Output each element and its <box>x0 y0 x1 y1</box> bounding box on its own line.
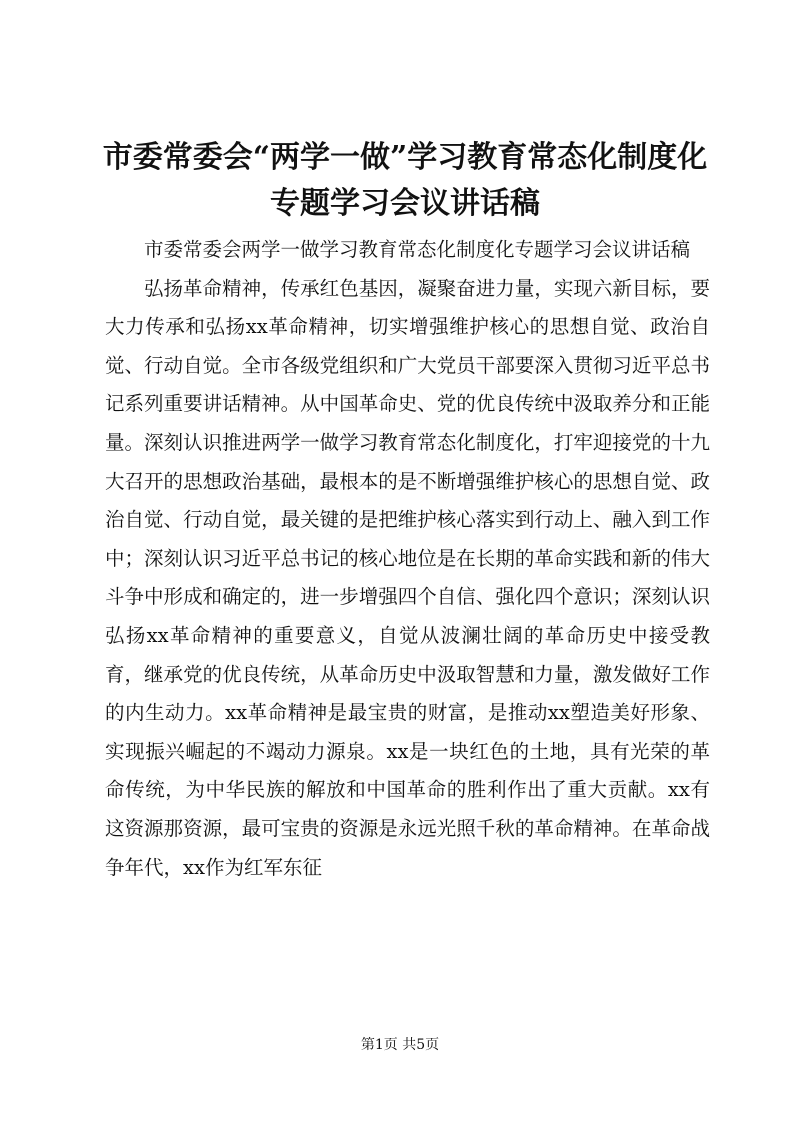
document-body <box>105 231 710 887</box>
paragraph-subtitle: 市委常委会两学一做学习教育常态化制度化专题学习会议讲话稿 <box>144 238 691 261</box>
page-indicator: 第1页 共5页 <box>360 1037 440 1053</box>
document-title: 市委常委会“两学一做”学习教育常态化制度化专题学习会议讲话稿 <box>102 140 708 221</box>
paragraph-main: 弘扬革命精神，传承红色基因，凝聚奋进力量，实现六新目标，要大力传承和弘扬xx革命精神，切实增强维护核心的思想自觉、政治自觉、行动自觉。全市各级党组织和广大党员干部要深入贯彻习近平总书记系列重要讲话精神。从中国革命史、党的优良传统中汲取养分和正能量。深刻认识推进两学一做学习教育常态化制度化，打牢迎接党的十九大召开的思想政治基础，最根本的是不断增强维护核心的思想自觉、政治自觉、行动自觉，最关键的是把维护核心落实到行动上、融入到工作中；深刻认识习近平总书记的核心地位是在长期的革命实践和新的伟大斗争中形成和确定的，进一步增强四个自信、强化四个意识；深刻认识弘扬xx革命精神的重要意义，自觉从波澜壮阔的革命历史中接受教育，继承党的优良传统，从革命历史中汲取智慧和力量，激发做好工作的内生动力。xx革命精神是最宝贵的财富，是推动xx塑造美好形象、实现振兴崛起的不竭动力源泉。xx是一块红色的土地，具有光荣的革命传统，为中华民族的解放和中国革命的胜利作出了重大贡献。xx有这资源那资源，最可宝贵的资源是永远光照千秋的革命精神。在革命战争年代，xx作为红军东征 <box>105 276 710 879</box>
